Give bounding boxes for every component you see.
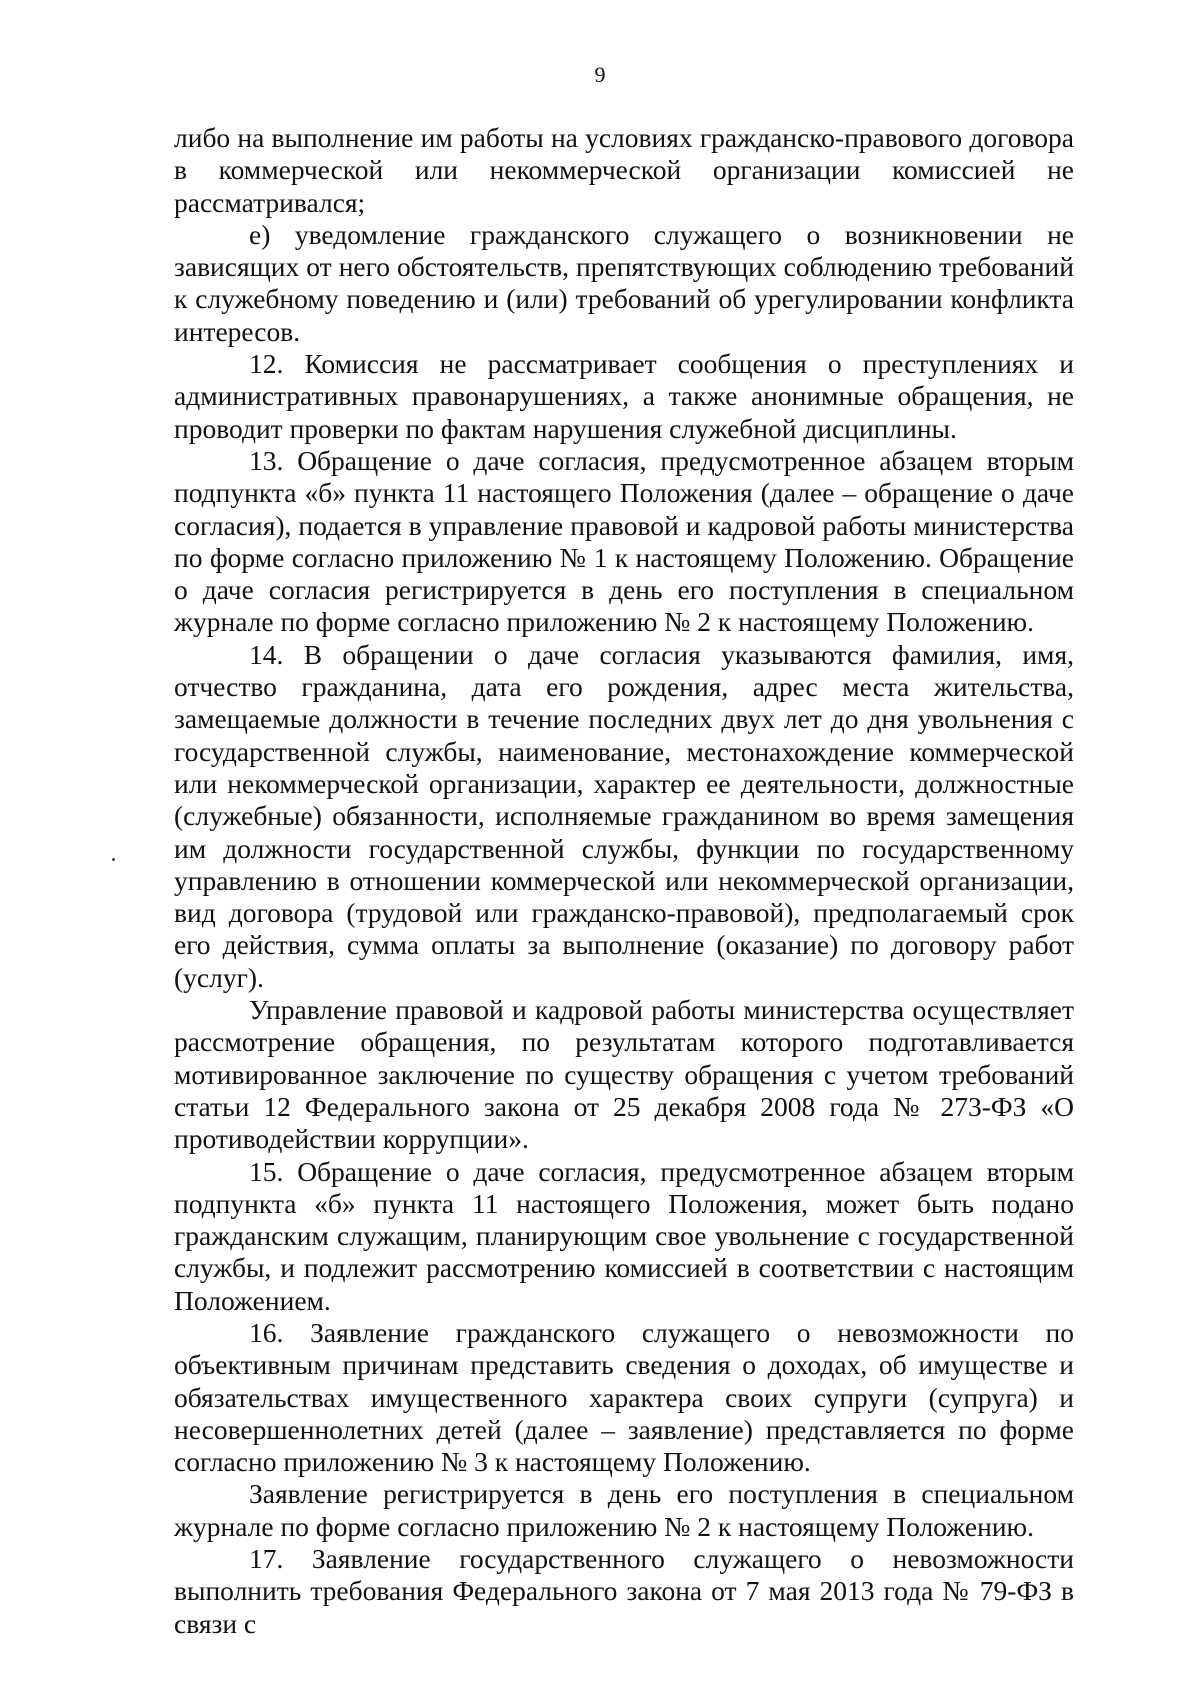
paragraph-clause-15: 15. Обращение о даче согласия, предусмотренное абзацем вторым подпункта «б» пункта 11 настоящего Положения, может быть подано гражданским служащим, планирующим свое увольнение с государственной службы, и подлежит рассмотрению комиссией в соответствии с настоящим Положением. — [174, 1155, 1074, 1316]
page-number: 9 — [594, 62, 606, 87]
paragraph-clause-16-second: Заявление регистрируется в день его поступления в специальном журнале по форме согласно приложению № 2 к настоящему Положению. — [174, 1478, 1074, 1542]
paragraph-clause-12: 12. Комиссия не рассматривает сообщения о преступлениях и административных правонарушениях, а также анонимные обращения, не проводит проверки по фактам нарушения служебной дисциплины. — [174, 348, 1074, 444]
paragraph-item-e: е) уведомление гражданского служащего о возникновении не зависящих от него обстоятельств, препятствующих соблюдению требований к служебному поведению и (или) требований об урегулировании конфликта интересов. — [174, 218, 1074, 347]
scan-speck — [112, 858, 115, 861]
paragraph-clause-16: 16. Заявление гражданского служащего о невозможности по объективным причинам представить сведения о доходах, об имуществе и обязательствах имущественного характера своих супруги (супруга) и несовершеннолетних детей (далее – заявление) представляется по форме согласно приложению № 3 к настоящему Положению. — [174, 1316, 1074, 1478]
paragraph-clause-14-second: Управление правовой и кадровой работы министерства осуществляет рассмотрение обращения, по результатам которого подготавливается мотивированное заключение по существу обращения с учетом требований статьи 12 Федерального закона от 25 декабря 2008 года № 273-ФЗ «О противодействии коррупции». — [174, 994, 1074, 1155]
paragraph-clause-14: 14. В обращении о даче согласия указываются фамилия, имя, отчество гражданина, дата его рождения, адрес места жительства, замещаемые должности в течение последних двух лет до дня увольнения с государственной службы, наименование, местонахождение коммерческой или некоммерческой организации, характер ее деятельности, должностные (служебные) обязанности, исполняемые гражданином во время замещения им должности государственной службы, функции по государственному управлению в отношении коммерческой или некоммерческой организации, вид договора (трудовой или гражданско-правовой), предполагаемый срок его действия, сумма оплаты за выполнение (оказание) по договору работ (услуг). — [174, 638, 1074, 993]
paragraph-clause-13: 13. Обращение о даче согласия, предусмотренное абзацем вторым подпункта «б» пункта 11 настоящего Положения (далее – обращение о даче согласия), подается в управление правовой и кадровой работы министерства по форме согласно приложению № 1 к настоящему Положению. Обращение о даче согласия регистрируется в день его поступления в специальном журнале по форме согласно приложению № 2 к настоящему Положению. — [174, 444, 1074, 638]
paragraph-clause-17: 17. Заявление государственного служащего о невозможности выполнить требования Федерального закона от 7 мая 2013 года № 79-ФЗ в связи с — [174, 1543, 1074, 1639]
document-body — [174, 122, 1074, 1640]
paragraph-continuation: либо на выполнение им работы на условиях гражданско-правового договора в коммерческой или некоммерческой организации комиссией не рассматривался; — [174, 122, 1074, 218]
